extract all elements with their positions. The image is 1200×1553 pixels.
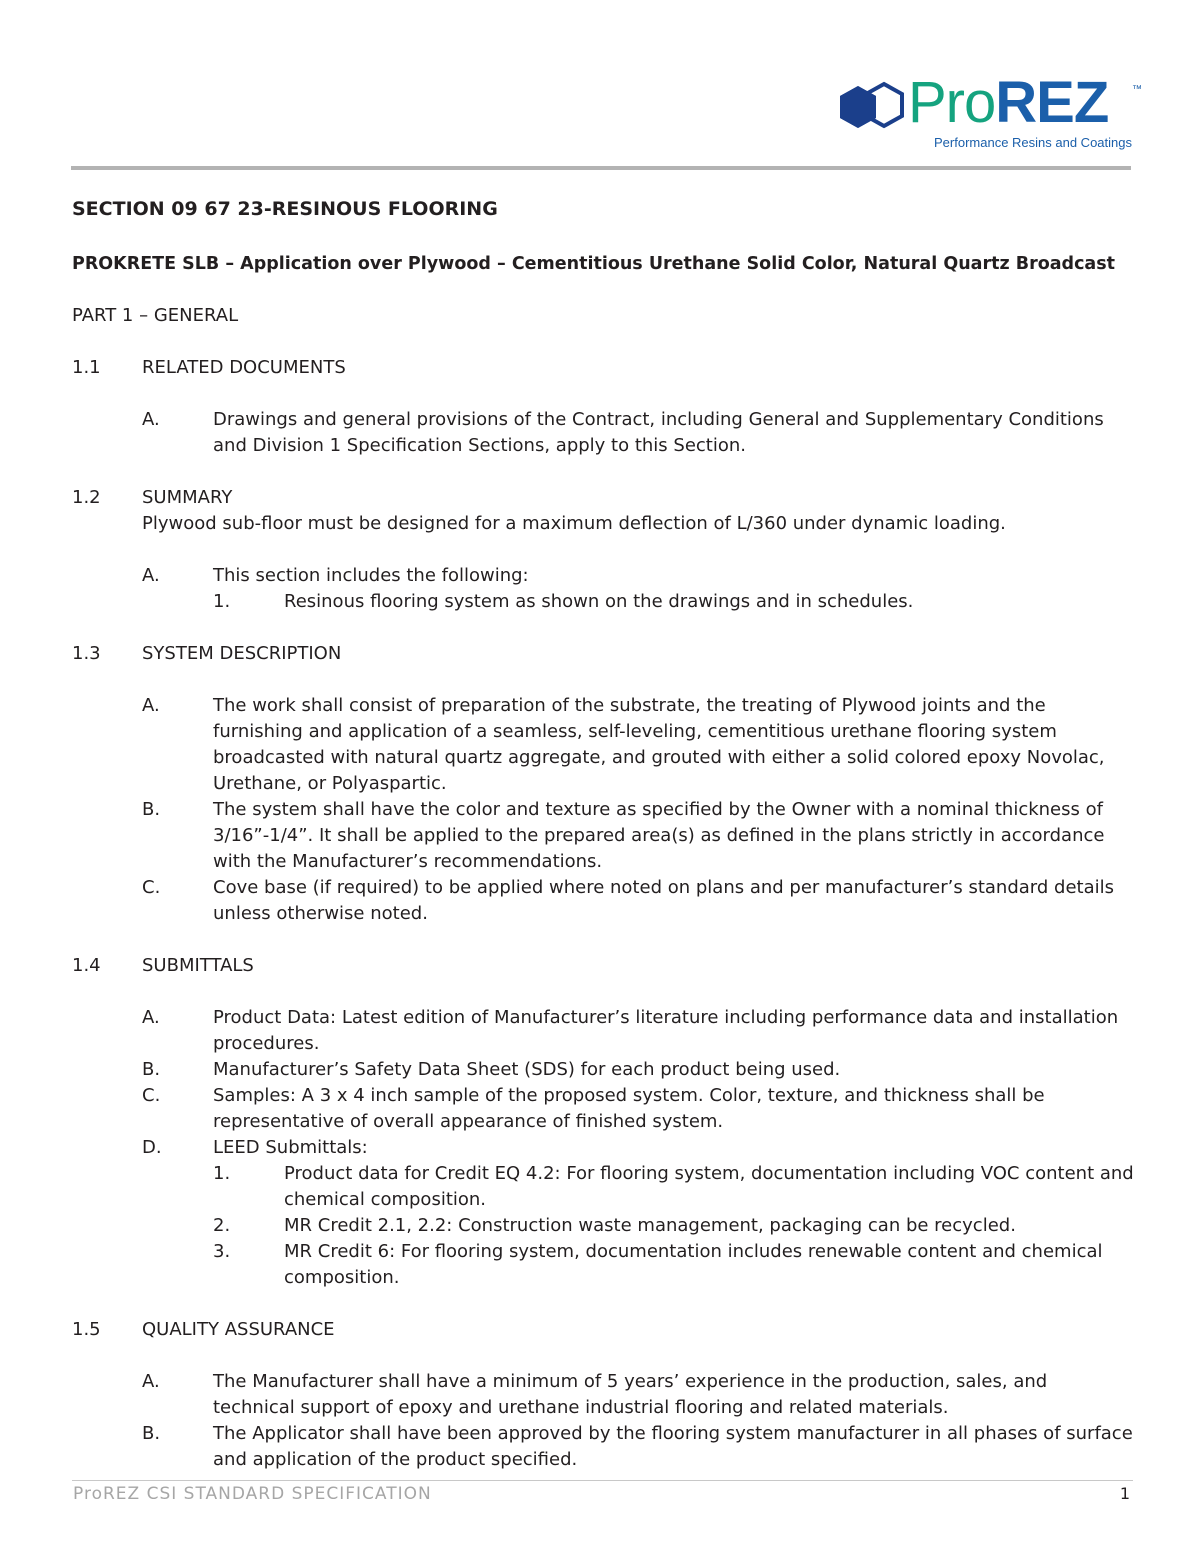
item-text: Product Data: Latest edition of Manufacturer’s literature including performance data and installation procedures. [213, 1007, 1119, 1054]
item-text: This section includes the following: [213, 565, 529, 586]
list-item [142, 1057, 1134, 1083]
article-heading [72, 641, 1134, 667]
article-heading [72, 355, 1134, 381]
item-label: B. [142, 1423, 161, 1444]
list-item [142, 1135, 1134, 1161]
article-number: 1.4 [72, 955, 101, 976]
article-title: SYSTEM DESCRIPTION [142, 643, 342, 664]
item-label: C. [142, 1085, 161, 1106]
article-heading [72, 1317, 1134, 1343]
item-label: B. [142, 1059, 161, 1080]
list-item [142, 797, 1134, 875]
item-text: The Applicator shall have been approved by the flooring system manufacturer in all phases of surface and application of the product specified. [213, 1423, 1133, 1470]
article-number: 1.5 [72, 1319, 101, 1340]
list-item [142, 693, 1134, 797]
sub-item-label: 2. [213, 1215, 231, 1236]
sub-item [213, 1239, 1134, 1291]
sub-item [213, 1213, 1134, 1239]
logo-wordmark [908, 70, 1108, 136]
list-item [142, 563, 1134, 589]
list-item [142, 1083, 1134, 1135]
article-title: QUALITY ASSURANCE [142, 1319, 335, 1340]
sub-item-label: 3. [213, 1241, 231, 1262]
sub-item-text: Product data for Credit EQ 4.2: For flooring system, documentation including VOC content and chemical composition. [284, 1163, 1134, 1210]
hexagon-logo-icon [836, 80, 908, 136]
article-number: 1.2 [72, 487, 101, 508]
document-subtitle: PROKRETE SLB – Application over Plywood – Cementitious Urethane Solid Color, Natural Quartz Broadcast [72, 254, 1116, 274]
prorez-logo [836, 70, 1148, 156]
article-body-text: Plywood sub-floor must be designed for a maximum deflection of L/360 under dynamic loading. [142, 513, 1006, 534]
list-item [142, 407, 1134, 459]
sub-item-text: MR Credit 6: For flooring system, documentation includes renewable content and chemical composition. [284, 1241, 1103, 1288]
article-number: 1.1 [72, 357, 101, 378]
trademark-symbol: ™ [1132, 84, 1142, 95]
item-label: A. [142, 565, 160, 586]
item-text: The system shall have the color and texture as specified by the Owner with a nominal thickness of 3/16”-1/4”. It shall be applied to the prepared area(s) as defined in the plans strictly in accordance with the Manufacturer’s recommendations. [213, 799, 1105, 872]
item-label: A. [142, 409, 160, 430]
item-text: Cove base (if required) to be applied where noted on plans and per manufacturer’s standard details unless otherwise noted. [213, 877, 1114, 924]
item-text: The work shall consist of preparation of the substrate, the treating of Plywood joints and the furnishing and application of a seamless, self-leveling, cementitious urethane flooring system broadcasted with natural quartz aggregate, and grouted with either a solid colored epoxy Novolac, Urethane, or Polyaspartic. [213, 695, 1105, 794]
list-item [142, 1005, 1134, 1057]
sub-item-text: MR Credit 2.1, 2.2: Construction waste management, packaging can be recycled. [284, 1215, 1016, 1236]
document-body [72, 196, 1134, 1473]
article-title: SUMMARY [142, 487, 233, 508]
item-label: A. [142, 1007, 160, 1028]
item-text: Manufacturer’s Safety Data Sheet (SDS) for each product being used. [213, 1059, 841, 1080]
article-heading [72, 485, 1134, 511]
item-text: Samples: A 3 x 4 inch sample of the proposed system. Color, texture, and thickness shall be representative of overall appearance of finished system. [213, 1085, 1045, 1132]
part-heading: PART 1 – GENERAL [72, 305, 239, 326]
footer-divider [72, 1480, 1133, 1481]
item-label: A. [142, 695, 160, 716]
article-title: RELATED DOCUMENTS [142, 357, 346, 378]
section-title: SECTION 09 67 23-RESINOUS FLOORING [72, 198, 498, 220]
sub-item-text: Resinous flooring system as shown on the drawings and in schedules. [284, 591, 914, 612]
sub-item [213, 1161, 1134, 1213]
item-label: B. [142, 799, 161, 820]
item-text: LEED Submittals: [213, 1137, 368, 1158]
item-label: C. [142, 877, 161, 898]
item-text: Drawings and general provisions of the Contract, including General and Supplementary Conditions and Division 1 Specification Sections, apply to this Section. [213, 409, 1104, 456]
list-item [142, 875, 1134, 927]
header-divider [71, 166, 1131, 170]
list-item [142, 1369, 1134, 1421]
list-item [142, 1421, 1134, 1473]
footer-text: ProREZ CSI STANDARD SPECIFICATION [73, 1484, 432, 1504]
sub-item-label: 1. [213, 591, 231, 612]
article-number: 1.3 [72, 643, 101, 664]
page-number: 1 [1119, 1484, 1130, 1503]
item-text: The Manufacturer shall have a minimum of 5 years’ experience in the production, sales, and technical support of epoxy and urethane industrial flooring and related materials. [213, 1371, 1048, 1418]
sub-item [213, 589, 1134, 615]
sub-item-label: 1. [213, 1163, 231, 1184]
logo-rez: REZ [995, 70, 1109, 135]
logo-tagline: Performance Resins and Coatings [934, 135, 1132, 150]
logo-pro: Pro [908, 70, 996, 135]
item-label: A. [142, 1371, 160, 1392]
item-label: D. [142, 1137, 162, 1158]
article-heading [72, 953, 1134, 979]
article-title: SUBMITTALS [142, 955, 254, 976]
